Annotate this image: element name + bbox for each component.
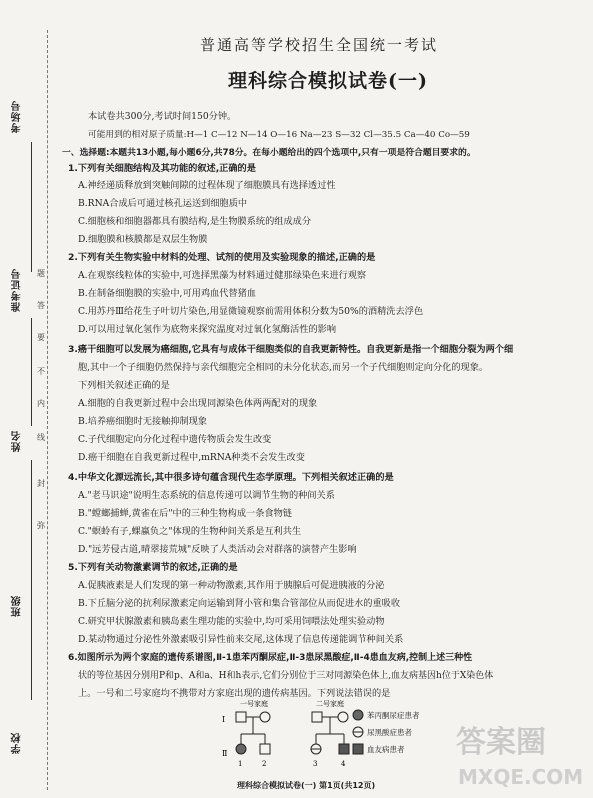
watermark-logo — [448, 712, 583, 792]
option: B.RNA合成后可通过核孔运送到细胞质中 — [78, 198, 248, 209]
option: D.癌干细胞在自我更新过程中,mRNA种类不会发生改变 — [78, 452, 305, 463]
option: D.细胞膜和核膜都是双层生物膜 — [78, 234, 208, 245]
paper-title: 理科综合模拟试卷(一) — [228, 70, 428, 92]
binding-margin — [0, 0, 55, 798]
option: A.在观察线粒体的实验中,可选择黑藻为材料通过健那绿染色来进行观察 — [78, 270, 367, 281]
question-6-stem-cont: 状的等位基因分别用P和p、A和a、H和h表示,它们分别位于三对同源染色体上,血友病基因h位于X染色体 — [78, 671, 494, 681]
section-heading: 一、选择题:本题共13小题,每小题6分,共78分。在每小题给出的四个选项中,只有一项是符合题目要求的。 — [62, 148, 476, 158]
option: D.可以用过氧化氢作为底物来探究温度对过氧化氢酶活性的影响 — [78, 324, 337, 335]
exam-room-line — [31, 142, 32, 272]
page-footer: 理科综合模拟试卷(一) 第1页(共12页) — [237, 781, 376, 790]
option: A.神经递质释放到突触间隙的过程体现了细胞膜具有选择透过性 — [78, 180, 336, 191]
option: D.某动物通过分泌性外激素吸引异性前来交尾,这体现了信息传递能调节种间关系 — [78, 634, 404, 645]
option: A.细胞的自我更新过程中会出现同源染色体两两配对的现象 — [78, 398, 318, 409]
option: A."老马识途"说明生态系统的信息传递可以调节生物的种间关系 — [78, 490, 335, 501]
class-label: 班级 — [12, 595, 23, 617]
family-2-label: 二号家庭 — [316, 700, 344, 708]
seal-char: 不 — [37, 367, 45, 376]
generation-1-label: Ⅰ — [222, 715, 226, 724]
option: C.子代细胞定向分化过程中遗传物质会发生改变 — [78, 434, 272, 445]
affected-female-symbol — [236, 744, 246, 754]
name-line — [31, 460, 32, 700]
question-3-stem: 3.癌干细胞可以发展为癌细胞,它具有与成体干细胞类似的自我更新特性。自我更新是指一个细胞分裂为两个细 — [68, 344, 514, 355]
female-symbol — [338, 712, 348, 722]
family-1-label: 一号家庭 — [240, 700, 268, 708]
question-5-stem: 5.下列有关动物激素调节的叙述,正确的是 — [68, 562, 238, 573]
name-label: 姓名 — [12, 430, 23, 452]
option: B.下丘脑分泌的抗利尿激素定向运输到肾小管和集合管部位从而促进水的重吸收 — [78, 598, 401, 609]
seal-char: 线 — [37, 433, 45, 442]
question-3-stem-cont: 胞,其中一个子细胞仍然保持与亲代细胞完全相同的未分化状态,而另一个子代细胞则定向分化的现象。 — [78, 362, 489, 373]
male-symbol — [236, 712, 246, 722]
atomic-masses-line: 可能用到的相对原子质量:H—1 C—12 N—14 O—16 Na—23 S—32 Cl—35.5 Ca—40 Co—59 — [88, 130, 470, 140]
question-6-stem: 6.如图所示为两个家庭的遗传系谱图,Ⅱ-1患苯丙酮尿症,Ⅱ-3患尿黑酸症,Ⅱ-4患血友病,控制上述三种性 — [68, 653, 473, 663]
option: B.在制备细胞膜的实验中,可用鸡血代替猪血 — [78, 288, 256, 299]
question-3-stem-cont: 下列相关叙述正确的是 — [78, 380, 170, 391]
school-label: 学校 — [12, 732, 23, 754]
exam-room-label: 考场号 — [12, 100, 23, 133]
seal-char: 弥 — [37, 521, 45, 530]
question-4-stem: 4.中华文化源远流长,其中很多诗句蕴含现代生态学原理。下列相关叙述正确的是 — [68, 472, 394, 483]
seal-char: 内 — [37, 399, 45, 408]
pedigree-legend — [352, 708, 420, 759]
female-symbol — [260, 712, 270, 722]
legend-item: 血友病患者 — [367, 744, 405, 754]
intro-line: 本试卷共300分,考试时间150分钟。 — [88, 111, 237, 122]
seal-char: 答 — [37, 301, 45, 310]
option: A.促胰液素是人们发现的第一种动物激素,其作用于胰腺后可促进胰液的分泌 — [78, 580, 385, 591]
affected-male-symbol — [339, 744, 349, 754]
legend-item: 尿黑酸症患者 — [367, 727, 412, 737]
individual-number: 4 — [341, 760, 346, 768]
individual-number: 1 — [238, 760, 243, 768]
svg-text:答案圈: 答案圈 — [456, 725, 546, 760]
svg-text:MXQE.COM: MXQE.COM — [458, 765, 583, 789]
individual-number: 3 — [313, 760, 318, 768]
seal-char: 要 — [37, 333, 45, 342]
question-1-stem: 1.下列有关细胞结构及其功能的叙述,正确的是 — [68, 163, 256, 174]
generation-2-label: Ⅱ — [222, 749, 228, 758]
option: D."远芳侵古道,晴翠接荒城"反映了人类活动会对群落的演替产生影响 — [78, 544, 357, 555]
seal-cut-line — [47, 30, 48, 790]
option: B."螳螂捕蝉,黄雀在后"中的三种生物构成一条食物链 — [78, 508, 292, 519]
option: C."螟蛉有子,蜾蠃负之"体现的生物种间关系是互利共生 — [78, 526, 302, 537]
legend-item: 苯丙酮尿症患者 — [367, 710, 420, 720]
seal-char: 封 — [37, 479, 45, 488]
male-symbol — [312, 712, 322, 722]
male-symbol — [260, 744, 270, 754]
option: C.研究甲状腺激素和胰岛素生理功能的实验中,均可采用饲喂法处理实验动物 — [78, 616, 385, 627]
individual-number: 2 — [262, 760, 267, 768]
option: C.用苏丹Ⅲ给花生子叶切片染色,用显微镜观察前需用体积分数为50%的酒精洗去浮色 — [78, 306, 424, 317]
question-2-stem: 2.下列有关生物实验中材料的处理、试剂的使用及实验现象的描述,正确的是 — [68, 252, 376, 263]
exam-title: 普通高等学校招生全国统一考试 — [200, 36, 439, 54]
question-6-stem-cont: 上。一号和二号家庭均不携带对方家庭出现的遗传病基因。下列说法错误的是 — [78, 688, 391, 699]
ticket-number-line — [31, 318, 32, 426]
ticket-number-label: 准考证号 — [12, 268, 23, 312]
seal-char: 题 — [37, 269, 45, 278]
option: B.培养癌细胞时无接触抑制现象 — [78, 416, 208, 427]
option: C.细胞核和细胞器都具有膜结构,是生物膜系统的组成成分 — [78, 216, 312, 227]
